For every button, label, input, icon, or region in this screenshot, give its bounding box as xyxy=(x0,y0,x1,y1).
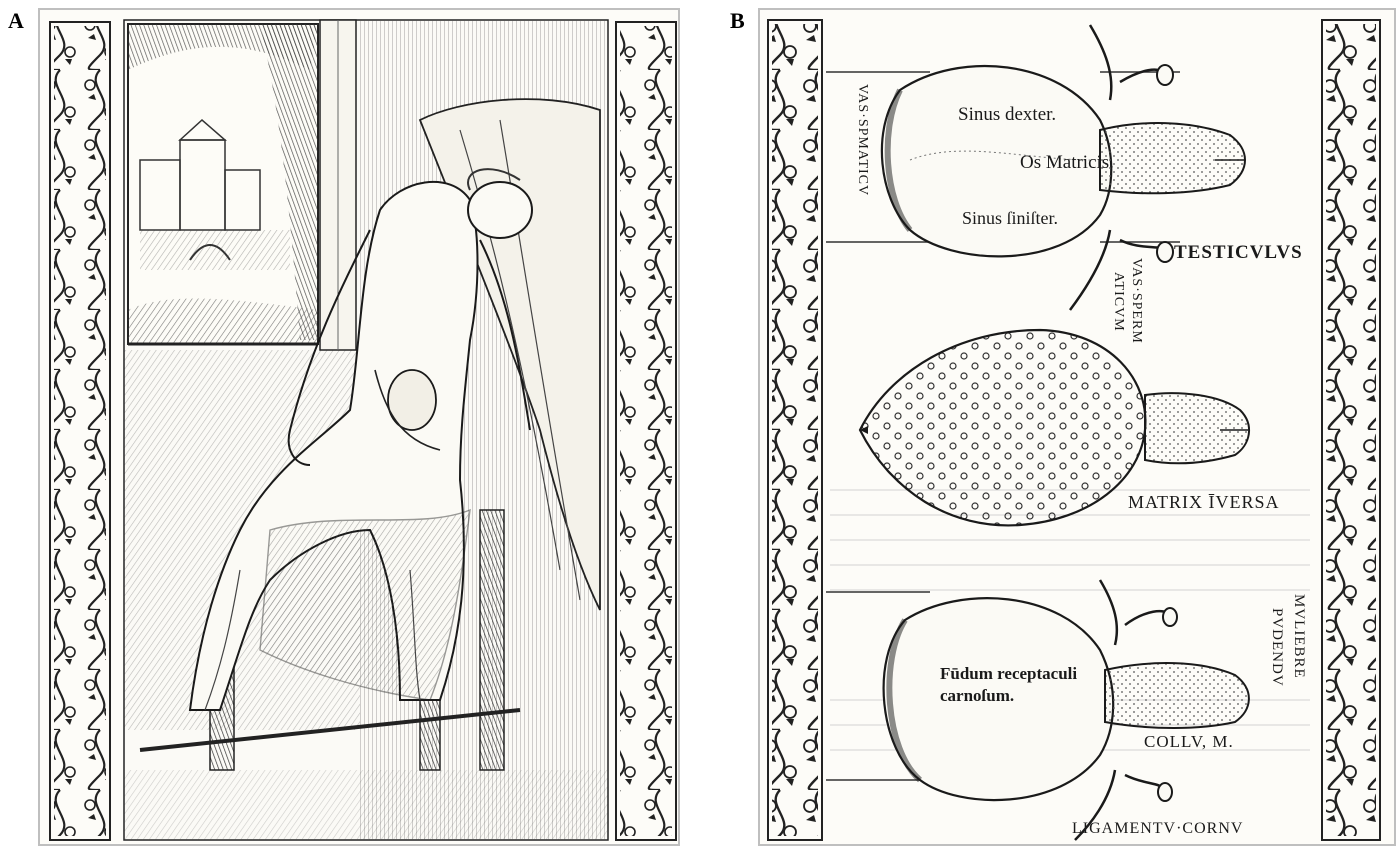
label-vas-spermaticum-left: VAS·SPMATICV xyxy=(855,84,870,197)
anatomical-woman-woodcut xyxy=(40,10,680,846)
panel-label-b: B xyxy=(730,8,745,33)
label-os-matricis: Os Matricis. xyxy=(1020,152,1114,173)
label-vas-spermaticum-center-1: VAS·SPERM xyxy=(1129,258,1144,344)
label-fundum-1: Fūdum receptaculi xyxy=(940,664,1078,683)
label-pudendum-2: MVLIEBRE xyxy=(1291,594,1307,679)
label-ligamentum: LIGAMENTV·CORNV xyxy=(1072,820,1244,837)
label-sinus-sinister: Sinus ſiniſter. xyxy=(962,208,1059,228)
label-collum: COLLV, M. xyxy=(1144,732,1234,751)
uterus-bottom xyxy=(884,580,1249,840)
head xyxy=(468,182,532,238)
panel-a-woodcut xyxy=(38,8,680,846)
panel-label-a: A xyxy=(8,8,24,33)
label-sinus-dexter: Sinus dexter. xyxy=(958,104,1057,125)
panel-b-uterus-woodcut xyxy=(758,8,1396,846)
label-pudendum-1: PVDENDV xyxy=(1269,608,1285,687)
label-vas-spermaticum-center-2: ATICVM xyxy=(1111,272,1126,332)
label-fundum-2: carnoſum. xyxy=(940,686,1015,705)
label-matrix-inversa: MATRIX ĪVERSA xyxy=(1128,492,1280,512)
label-testiculus: TESTICVLVS xyxy=(1174,242,1303,263)
